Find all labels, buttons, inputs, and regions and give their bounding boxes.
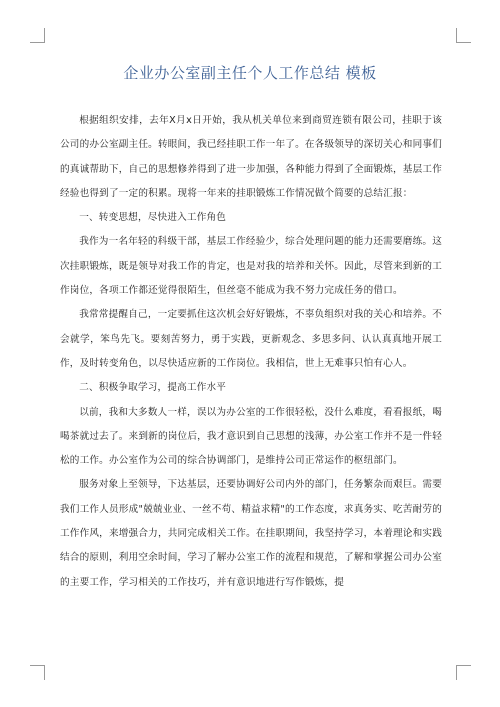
paragraph: 以前，我和大多数人一样，误以为办公室的工作很轻松，没什么难度，看看报纸，喝喝茶就过去了。来到新的岗位后，我才意识到自己思想的浅薄，办公室工作并不是一件轻松的工作。办公室作为公司的综合协调部门，是维持公司正常运作的枢纽部门。 (60, 406, 442, 467)
document-title: 企业办公室副主任个人工作总结 模板 (123, 64, 377, 82)
crop-mark-bottom-left (30, 665, 45, 680)
paragraph: 我常常提醒自己，一定要抓住这次机会好好锻炼，不辜负组织对我的关心和培养。不会就学，笨鸟先飞。要刻苦努力，勇于实践，更新观念、多思多问、认认真真地开展工作，及时转变角色，以尽快适应新的工作岗位。我相信，世上无难事只怕有心人。 (60, 309, 442, 369)
paragraph: 我作为一名年轻的科级干部，基层工作经验少，综合处理问题的能力还需要磨练。这次挂职锻炼，既是领导对我工作的肯定，也是对我的培养和关怀。因此，尽管来到新的工作岗位，各项工作都还觉得很陌生，但丝毫不能成为我不努力完成任务的借口。 (60, 236, 442, 297)
crop-mark-bottom-right (456, 665, 471, 680)
crop-mark-top-right (456, 28, 471, 43)
document-body (60, 109, 442, 595)
section-heading-1: 一、转变思想，尽快进入工作角色 (79, 212, 227, 224)
paragraph-intro: 根据组织安排，去年X月x日开始，我从机关单位来到商贸连锁有限公司，挂职于该公司的办公室副主任。转眼间，我已经挂职工作一年了。在各级领导的深切关心和同事们的真诚帮助下，自己的思想修养得到了进一步加强，各种能力得到了全面锻炼，基层工作经验也得到了一定的积累。现将一年来的挂职锻炼工作情况做个简要的总结汇报： (60, 115, 442, 199)
paragraph: 服务对象上至领导，下达基层，还要协调好公司内外的部门，任务繁杂而艰巨。需要我们工作人员形成"兢兢业业、一丝不苟、精益求精"的工作态度，求真务实、吃苦耐劳的工作作风，来增强合力，共同完成相关工作。在挂职期间，我坚持学习，本着理论和实践结合的原则，利用空余时间，学习了解办公室工作的流程和规范，了解和掌握公司办公室的主要工作，学习相关的工作技巧，并有意识地进行写作锻炼，提 (60, 479, 442, 588)
crop-mark-top-left (30, 28, 45, 43)
section-heading-2: 二、积极争取学习，提高工作水平 (79, 382, 227, 394)
